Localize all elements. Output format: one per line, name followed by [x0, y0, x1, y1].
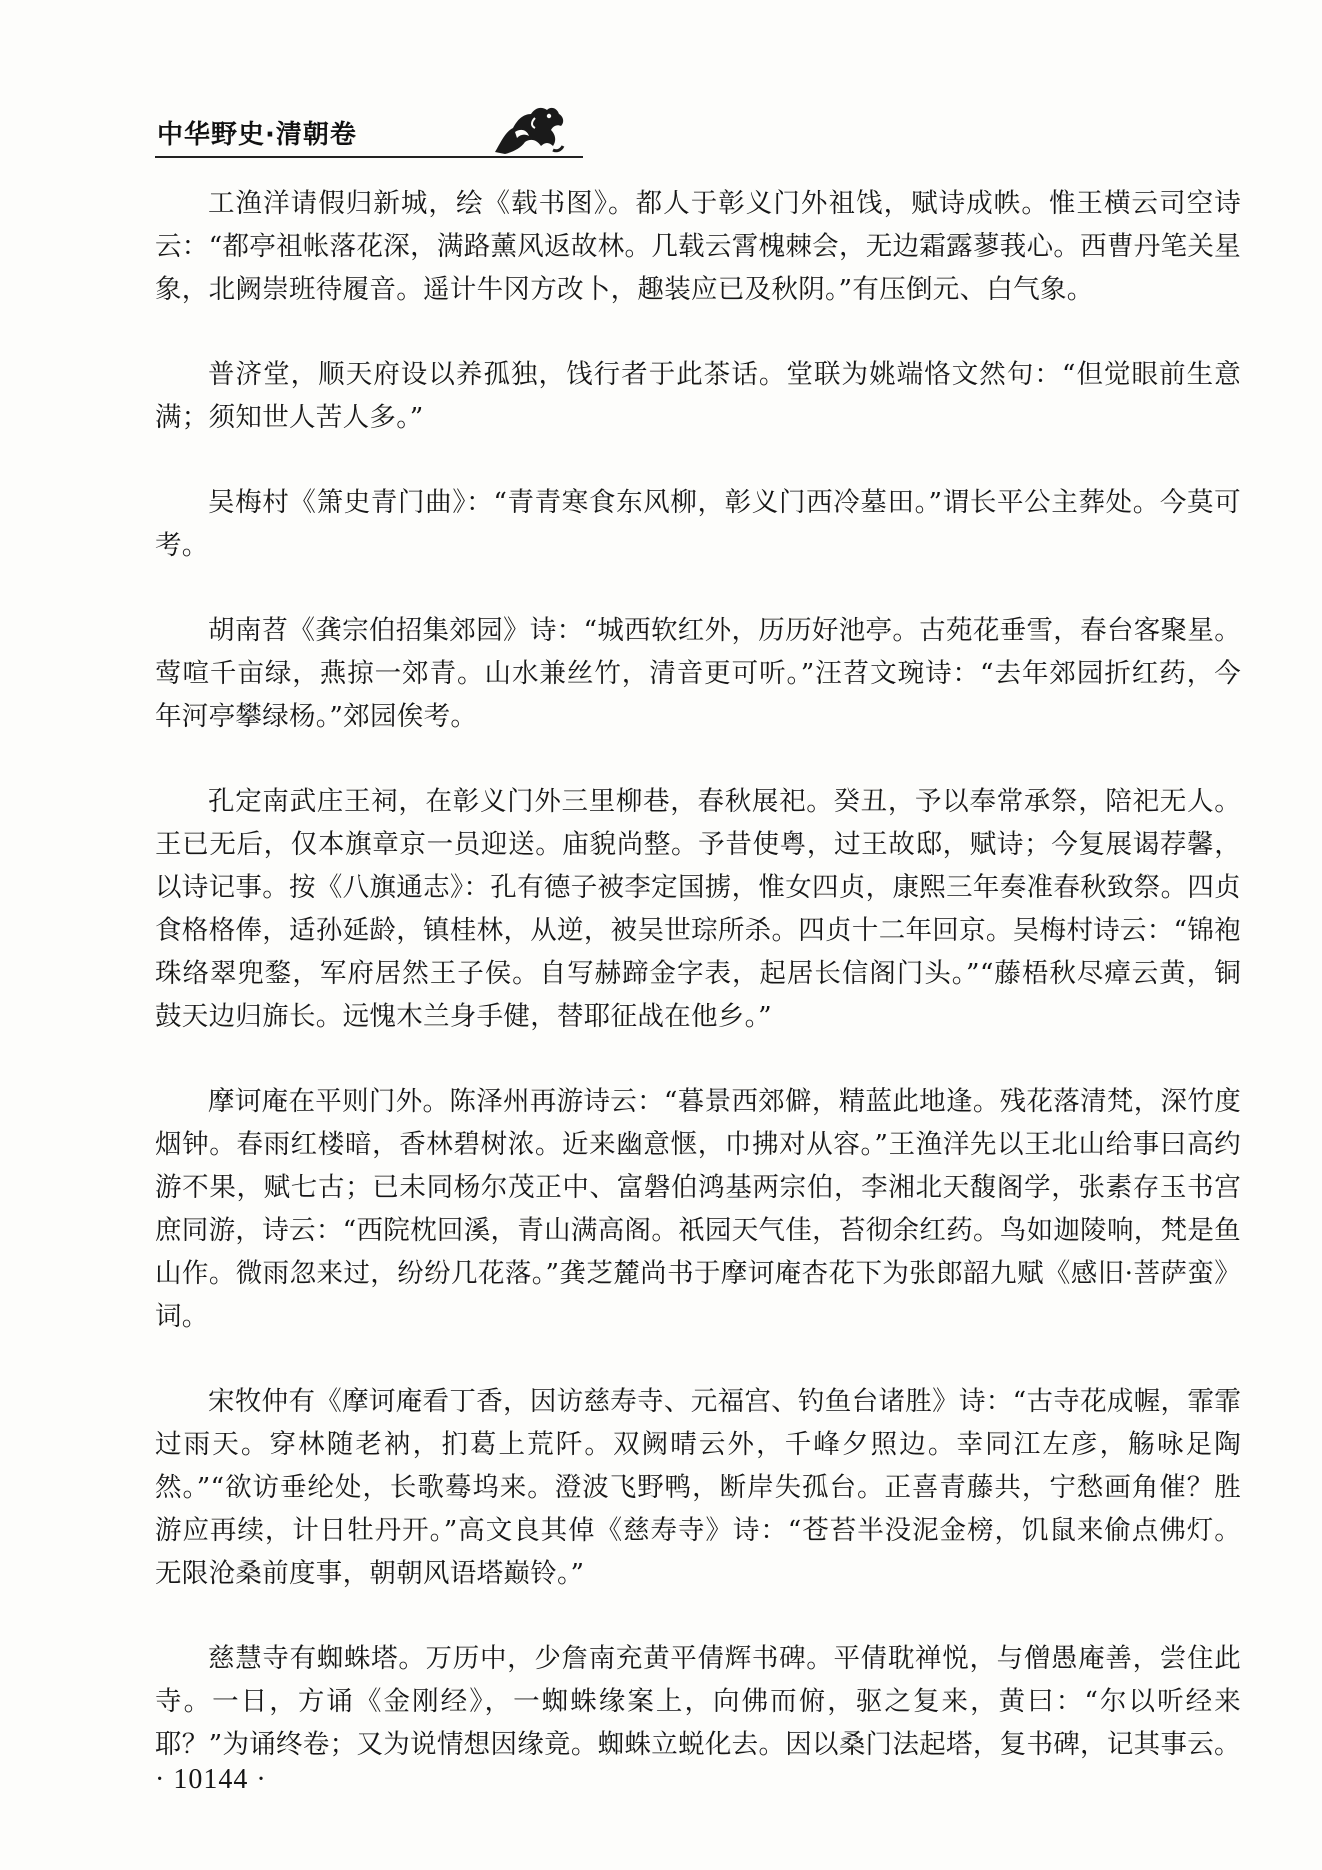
header-rule [155, 156, 583, 158]
paragraph: 工渔洋请假归新城，绘《载书图》。都人于彰义门外祖饯，赋诗成帙。惟王横云司空诗云：“都亭祖帐落花深，满路薰风返故林。几载云霄槐棘会，无边霜露蓼莪心。西曹丹笔关星象，北阙崇班待履音。遥计牛冈方改卜，趣装应已及秋阴。”有压倒元、白气象。 [155, 188, 1241, 305]
paragraph: 宋牧仲有《摩诃庵看丁香，因访慈寿寺、元福宫、钓鱼台诸胜》诗：“古寺花成幄，霏霏过雨天。穿林随老衲，扪葛上荒阡。双阙晴云外，千峰夕照边。幸同江左彦，觞咏足陶然。”“欲访垂纶处，长歌蓦坞来。澄波飞野鸭，断岸失孤台。正喜青藤共，宁愁画角催？胜游应再续，计日牡丹开。”高文良其倬《慈寿寺》诗：“苍苔半没泥金榜，饥鼠来偷点佛灯。无限沧桑前度事，朝朝风语塔巅铃。” [155, 1386, 1241, 1589]
paragraph: 胡南苕《龚宗伯招集郊园》诗：“城西软红外，历历好池亭。古苑花垂雪，春台客聚星。莺喧千亩绿，燕掠一郊青。山水兼丝竹，清音更可听。”汪苕文琬诗：“去年郊园折红药，今年河亭攀绿杨。”郊园俟考。 [155, 615, 1241, 732]
book-title: 中华野史·清朝卷 [157, 120, 357, 150]
paragraph: 普济堂，顺天府设以养孤独，饯行者于此茶话。堂联为姚端恪文然句：“但觉眼前生意满；须知世人苦人多。” [155, 359, 1241, 433]
paragraph: 慈慧寺有蜘蛛塔。万历中，少詹南充黄平倩辉书碑。平倩耽禅悦，与僧愚庵善，尝住此寺。一日，方诵《金刚经》，一蜘蛛缘案上，向佛而俯，驱之复来，黄曰：“尔以听经来耶？”为诵终卷；又为说情想因缘竟。蜘蛛立蜕化去。因以桑门法起塔，复书碑，记其事云。 [155, 1643, 1241, 1760]
main-text [155, 182, 1241, 1808]
dragon-emblem-icon [491, 102, 567, 158]
paragraph: 孔定南武庄王祠，在彰义门外三里柳巷，春秋展祀。癸丑，予以奉常承祭，陪祀无人。王已无后，仅本旗章京一员迎送。庙貌尚整。予昔使粤，过王故邸，赋诗；今复展谒荐馨，以诗记事。按《八旗通志》：孔有德子被李定国掳，惟女四贞，康熙三年奏准春秋致祭。四贞食格格俸，适孙延龄，镇桂林，从逆，被吴世琮所杀。四贞十二年回京。吴梅村诗云：“锦袍珠络翠兜鍪，军府居然王子侯。自写赫蹄金字表，起居长信阁门头。”“藤梧秋尽瘴云黄，铜鼓天边归旆长。远愧木兰身手健，替耶征战在他乡。” [155, 786, 1241, 1032]
paragraph: 吴梅村《箫史青门曲》：“青青寒食东风柳，彰义门西冷墓田。”谓长平公主葬处。今莫可考。 [155, 487, 1241, 561]
running-header [155, 100, 1241, 162]
paragraph: 摩诃庵在平则门外。陈泽州再游诗云：“暮景西郊僻，精蓝此地逢。残花落清梵，深竹度烟钟。春雨红楼暗，香林碧树浓。近来幽意惬，巾拂对从容。”王渔洋先以王北山给事曰高约游不果，赋七古；已未同杨尔茂正中、富磐伯鸿基两宗伯，李湘北天馥阁学，张素存玉书宫庶同游，诗云：“西院枕回溪，青山满高阁。祇园天气佳，苔彻余红药。鸟如迦陵响，梵是鱼山作。微雨忽来过，纷纷几花落。”龚芝麓尚书于摩诃庵杏花下为张郎韶九赋《感旧·菩萨蛮》词。 [155, 1086, 1241, 1332]
page-number: · 10144 · [155, 1764, 267, 1795]
